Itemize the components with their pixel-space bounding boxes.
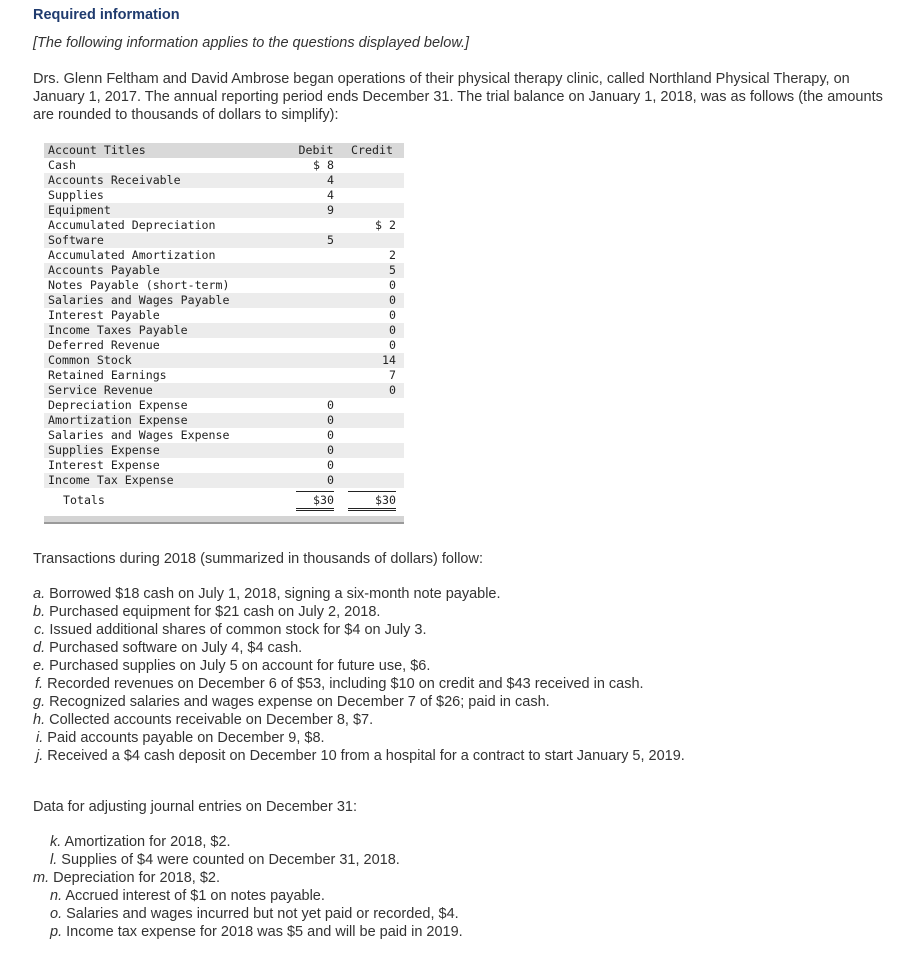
list-item (33, 711, 685, 729)
list-item (33, 585, 685, 603)
item-letter: l. (50, 852, 58, 868)
table-row (44, 338, 404, 353)
item-letter: h. (33, 712, 46, 728)
account-title: Accounts Receivable (48, 173, 181, 187)
account-title: Accumulated Depreciation (48, 218, 216, 232)
list-item (33, 657, 685, 675)
item-letter: d. (33, 640, 46, 656)
debit-amount: 4 (327, 173, 334, 187)
list-item (33, 747, 685, 765)
item-letter: g. (33, 694, 46, 710)
credit-amount: 0 (389, 308, 396, 322)
adjustments-list (33, 833, 463, 941)
table-row (44, 323, 404, 338)
intro-paragraph: Drs. Glenn Feltham and David Ambrose began operations of their physical therapy clinic, called Northland Physical Therapy, on January 1, 2017. The annual reporting period ends December 31. The trial balance on January 1, 2018, was as follows (the amounts are rounded to thousands of dollars to simplify): (33, 71, 883, 123)
account-titles-header: Account Titles (48, 143, 146, 157)
account-title: Interest Payable (48, 308, 160, 322)
item-text: Amortization for 2018, $2. (64, 834, 231, 850)
list-item (33, 833, 463, 851)
item-letter: p. (50, 924, 63, 940)
account-title: Interest Expense (48, 458, 160, 472)
item-letter: o. (50, 906, 63, 922)
item-text: Issued additional shares of common stock for $4 on July 3. (49, 622, 427, 638)
item-letter: i. (36, 730, 44, 746)
account-title: Salaries and Wages Payable (48, 293, 230, 307)
credit-amount: $ 2 (375, 218, 396, 232)
account-title: Deferred Revenue (48, 338, 160, 352)
account-title: Amortization Expense (48, 413, 188, 427)
table-row (44, 278, 404, 293)
account-title: Accumulated Amortization (48, 248, 216, 262)
totals-debit: $30 (296, 491, 334, 511)
transactions-heading: Transactions during 2018 (summarized in thousands of dollars) follow: (33, 551, 483, 567)
item-text: Purchased equipment for $21 cash on July 2, 2018. (49, 604, 381, 620)
trial-balance-body (44, 158, 404, 488)
account-title: Software (48, 233, 104, 247)
credit-amount: 7 (389, 368, 396, 382)
debit-amount: 0 (327, 428, 334, 442)
account-title: Service Revenue (48, 383, 153, 397)
item-text: Accrued interest of $1 on notes payable. (65, 888, 325, 904)
account-title: Salaries and Wages Expense (48, 428, 230, 442)
account-title: Common Stock (48, 353, 132, 367)
debit-amount: 5 (327, 233, 334, 247)
transactions-list (33, 585, 685, 765)
table-row (44, 203, 404, 218)
item-text: Purchased supplies on July 5 on account for future use, $6. (49, 658, 431, 674)
list-item (33, 675, 685, 693)
table-row (44, 473, 404, 488)
item-letter: m. (33, 870, 50, 886)
table-row (44, 398, 404, 413)
adjustments-heading: Data for adjusting journal entries on December 31: (33, 799, 358, 815)
table-row (44, 293, 404, 308)
debit-amount: 9 (327, 203, 334, 217)
debit-amount: 4 (327, 188, 334, 202)
table-bottom-bar (44, 516, 404, 524)
item-letter: f. (35, 676, 44, 692)
table-row (44, 383, 404, 398)
table-row (44, 173, 404, 188)
item-letter: k. (50, 834, 62, 850)
item-text: Purchased software on July 4, $4 cash. (49, 640, 303, 656)
list-item (33, 851, 463, 869)
list-item (33, 869, 463, 887)
debit-amount: 0 (327, 473, 334, 487)
account-title: Supplies (48, 188, 104, 202)
table-row (44, 233, 404, 248)
credit-amount: 2 (389, 248, 396, 262)
table-row (44, 353, 404, 368)
item-text: Recognized salaries and wages expense on December 7 of $26; paid in cash. (49, 694, 550, 710)
debit-amount: 0 (327, 458, 334, 472)
account-title: Retained Earnings (48, 368, 167, 382)
credit-amount: 0 (389, 278, 396, 292)
item-text: Income tax expense for 2018 was $5 and will be paid in 2019. (66, 924, 463, 940)
debit-amount: 0 (327, 443, 334, 457)
item-letter: a. (33, 586, 46, 602)
item-letter: j. (36, 748, 44, 764)
account-title: Income Taxes Payable (48, 323, 188, 337)
table-row (44, 263, 404, 278)
account-title: Accounts Payable (48, 263, 160, 277)
table-row (44, 248, 404, 263)
credit-header: Credit (351, 143, 393, 157)
debit-amount: 0 (327, 413, 334, 427)
debit-header: Debit (298, 143, 334, 157)
item-text: Supplies of $4 were counted on December 31, 2018. (61, 852, 400, 868)
table-row (44, 158, 404, 173)
item-letter: b. (33, 604, 46, 620)
credit-amount: 0 (389, 293, 396, 307)
credit-amount: 0 (389, 323, 396, 337)
item-letter: n. (50, 888, 63, 904)
list-item (33, 923, 463, 941)
required-information-title: Required information (33, 7, 180, 23)
account-title: Income Tax Expense (48, 473, 174, 487)
item-text: Salaries and wages incurred but not yet paid or recorded, $4. (66, 906, 459, 922)
list-item (33, 693, 685, 711)
trial-balance-totals-row (44, 488, 404, 512)
list-item (33, 621, 685, 639)
account-title: Equipment (48, 203, 111, 217)
account-title: Notes Payable (short-term) (48, 278, 230, 292)
item-text: Depreciation for 2018, $2. (53, 870, 220, 886)
trial-balance-table (44, 143, 404, 524)
list-item (33, 905, 463, 923)
item-text: Borrowed $18 cash on July 1, 2018, signing a six-month note payable. (49, 586, 501, 602)
totals-label: Totals (63, 493, 105, 507)
credit-amount: 5 (389, 263, 396, 277)
trial-balance-header-row (44, 143, 404, 158)
table-row (44, 218, 404, 233)
table-row (44, 428, 404, 443)
table-row (44, 458, 404, 473)
account-title: Depreciation Expense (48, 398, 188, 412)
list-item (33, 729, 685, 747)
debit-amount: 0 (327, 398, 334, 412)
table-row (44, 443, 404, 458)
table-row (44, 188, 404, 203)
credit-amount: 0 (389, 338, 396, 352)
item-text: Recorded revenues on December 6 of $53, including $10 on credit and $43 received in cash. (47, 676, 644, 692)
totals-credit: $30 (348, 491, 396, 511)
account-title: Supplies Expense (48, 443, 160, 457)
item-text: Collected accounts receivable on December 8, $7. (49, 712, 374, 728)
account-title: Cash (48, 158, 76, 172)
list-item (33, 639, 685, 657)
item-text: Paid accounts payable on December 9, $8. (47, 730, 325, 746)
intro-note: [The following information applies to the questions displayed below.] (33, 35, 470, 51)
table-row (44, 308, 404, 323)
list-item (33, 603, 685, 621)
item-letter: e. (33, 658, 46, 674)
item-letter: c. (34, 622, 46, 638)
credit-amount: 14 (382, 353, 396, 367)
list-item (33, 887, 463, 905)
debit-amount: $ 8 (313, 158, 334, 172)
item-text: Received a $4 cash deposit on December 10 from a hospital for a contract to start January 5, 2019. (47, 748, 685, 764)
credit-amount: 0 (389, 383, 396, 397)
table-row (44, 413, 404, 428)
table-row (44, 368, 404, 383)
